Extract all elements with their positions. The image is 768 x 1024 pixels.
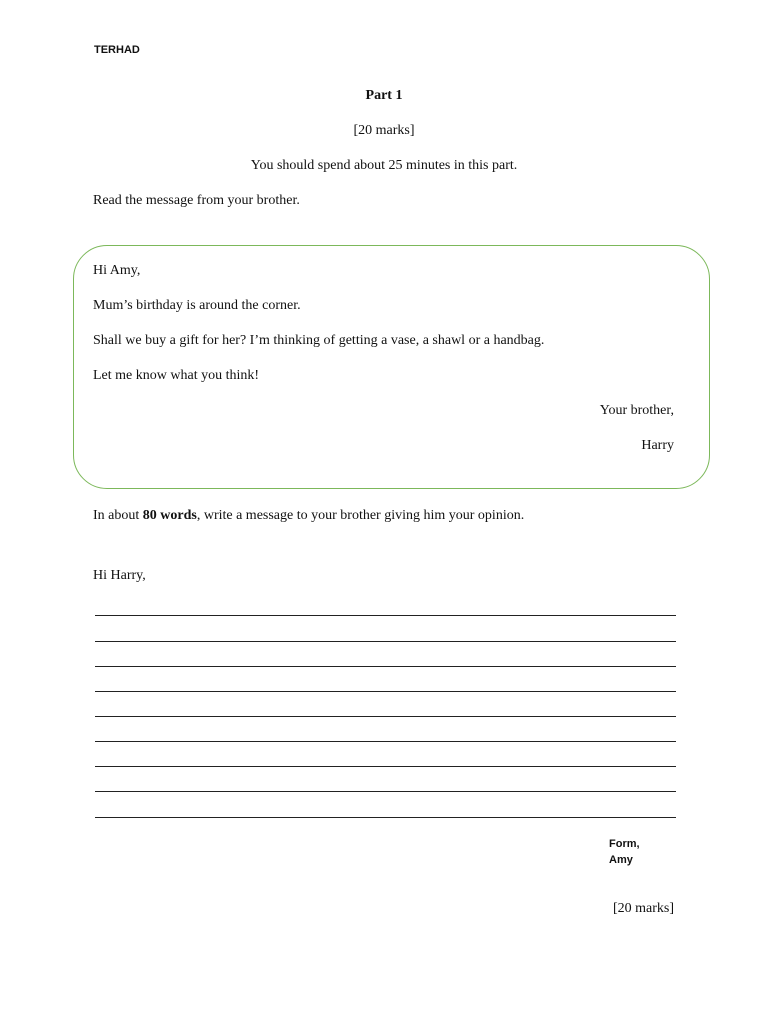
closing-line: Form,	[609, 838, 640, 850]
part-title: Part 1	[365, 88, 403, 103]
writing-line[interactable]	[95, 817, 676, 818]
message-sender-name: Harry	[641, 438, 674, 453]
writing-line[interactable]	[95, 716, 676, 717]
task-word-count: 80 words	[142, 508, 197, 523]
task-suffix: , write a message to your brother giving him your opinion.	[196, 508, 525, 523]
closing-name: Amy	[609, 854, 633, 866]
writing-line[interactable]	[95, 691, 676, 692]
message-line: Let me know what you think!	[93, 368, 260, 383]
message-line: Shall we buy a gift for her? I’m thinking of getting a vase, a shawl or a handbag.	[93, 333, 545, 348]
message-greeting: Hi Amy,	[93, 263, 141, 278]
writing-line[interactable]	[95, 741, 676, 742]
task-prefix: In about	[93, 508, 143, 523]
message-box	[73, 245, 710, 489]
classification-label: TERHAD	[94, 44, 140, 56]
reply-closing	[609, 836, 640, 868]
marks-bottom: [20 marks]	[612, 901, 674, 916]
message-line: Mum’s birthday is around the corner.	[93, 298, 301, 313]
writing-line[interactable]	[95, 615, 676, 616]
task-instruction	[93, 508, 524, 524]
read-instruction: Read the message from your brother.	[93, 193, 300, 208]
writing-line[interactable]	[95, 766, 676, 767]
writing-line[interactable]	[95, 666, 676, 667]
time-note: You should spend about 25 minutes in this part.	[250, 158, 518, 173]
message-signoff: Your brother,	[599, 403, 674, 418]
marks-top: [20 marks]	[353, 123, 415, 138]
writing-line[interactable]	[95, 641, 676, 642]
reply-greeting: Hi Harry,	[93, 568, 146, 583]
writing-line[interactable]	[95, 791, 676, 792]
